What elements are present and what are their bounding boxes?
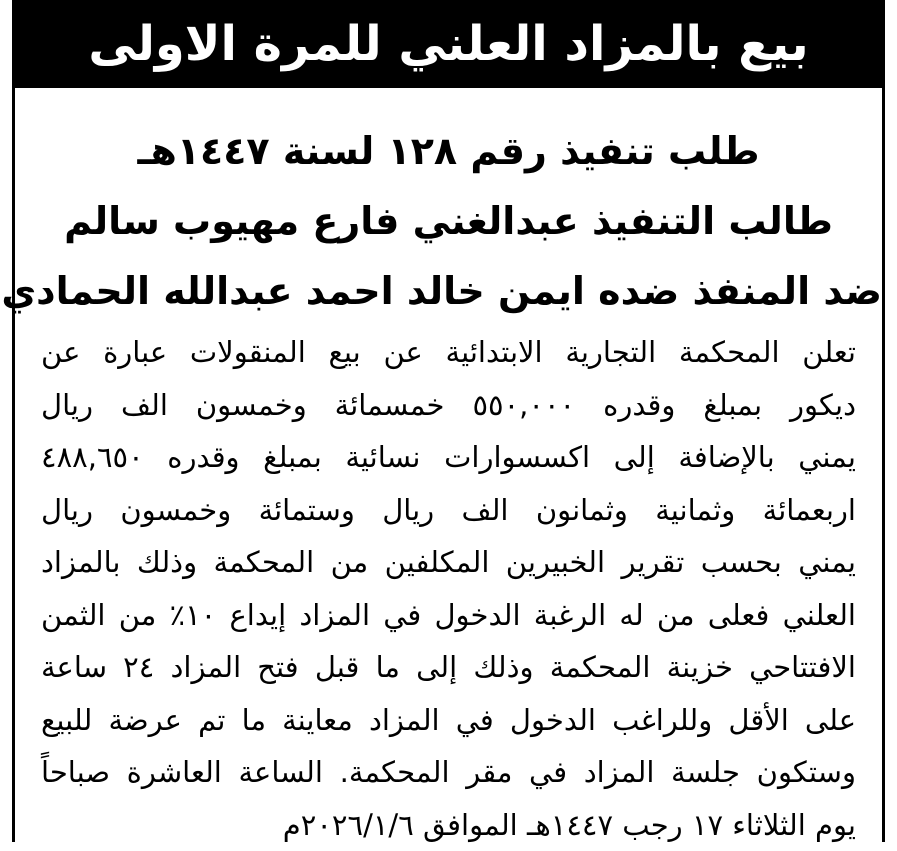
body-line: يمني بالإضافة إلى اكسسوارات نسائية بمبلغ وقدره ٤٨٨,٦٥٠ [41, 431, 856, 484]
notice-header [15, 0, 882, 88]
body-line: العلني فعلى من له الرغبة الدخول في المزاد إيداع ١٠٪ من الثمن [41, 589, 856, 642]
body-line-date: يوم الثلاثاء ١٧ رجب ١٤٤٧هـ الموافق ٢٠٢٦/١/٦م [41, 799, 856, 851]
body-line: يمني بحسب تقرير الخبيرين المكلفين من المحكمة وذلك بالمزاد [41, 536, 856, 589]
body-line: الافتتاحي خزينة المحكمة وذلك إلى ما قبل فتح المزاد ٢٤ ساعة [41, 641, 856, 694]
notice-body [15, 326, 882, 851]
auction-notice [12, 0, 885, 842]
body-line: تعلن المحكمة التجارية الابتدائية عن بيع المنقولات عبارة عن [41, 326, 856, 379]
body-line: اربعمائة وثمانية وثمانون الف ريال وستمائة وخمسون ريال [41, 484, 856, 537]
headline-applicant: طالب التنفيذ عبدالغني فارع مهيوب سالم [15, 186, 882, 256]
headline-request-number: طلب تنفيذ رقم ١٢٨ لسنة ١٤٤٧هـ [15, 116, 882, 186]
body-line: على الأقل وللراغب الدخول في المزاد معاينة ما تم عرضة للبيع [41, 694, 856, 747]
headline-respondent: ضد المنفذ ضده ايمن خالد احمد عبدالله الحمادي [15, 256, 882, 326]
notice-title: بيع بالمزاد العلني للمرة الاولى [88, 16, 808, 72]
body-line: ديكور بمبلغ وقدره ٥٥٠,٠٠٠ خمسمائة وخمسون الف ريال [41, 379, 856, 432]
body-line: وستكون جلسة المزاد في مقر المحكمة. الساعة العاشرة صباحاً [41, 746, 856, 799]
